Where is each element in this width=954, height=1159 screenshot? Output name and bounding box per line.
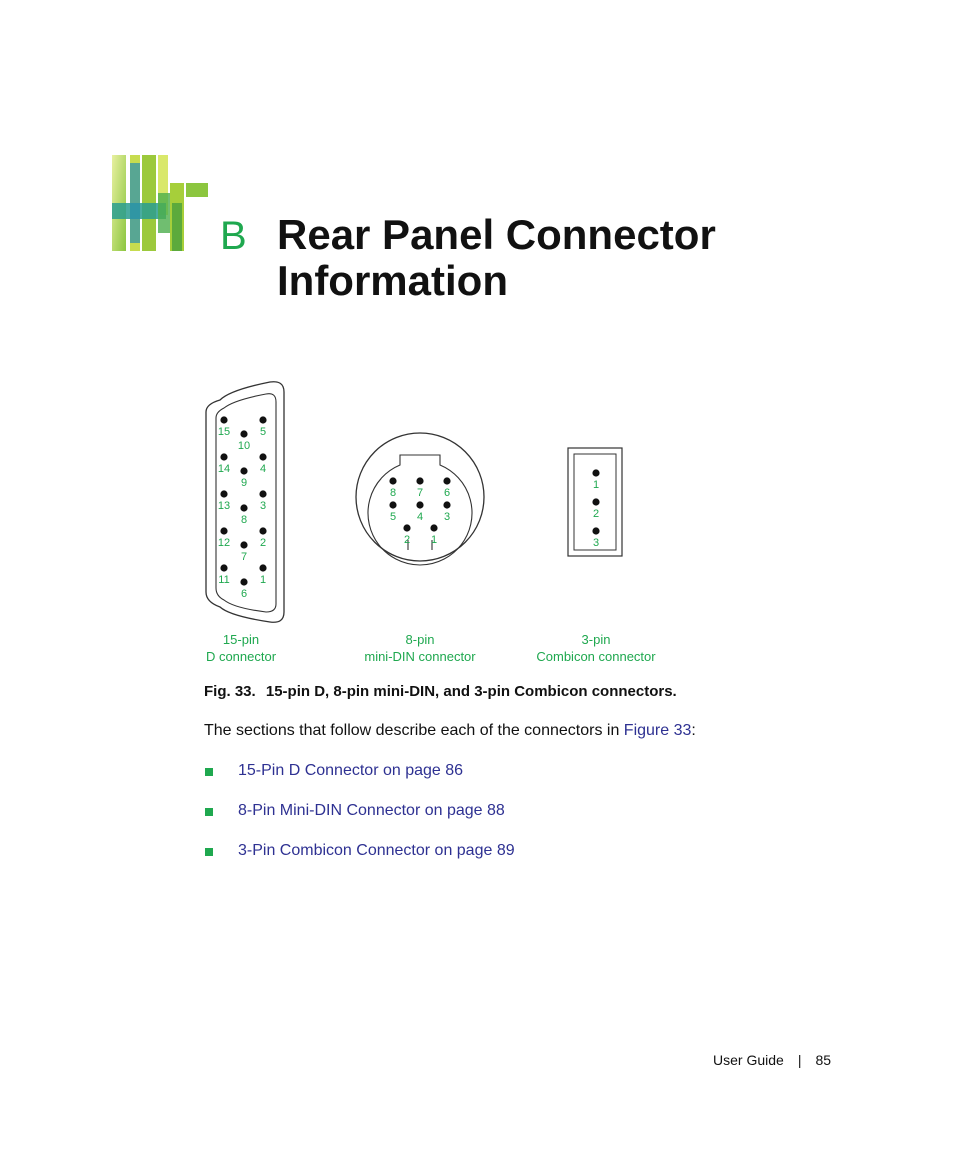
d-pin-12-label: 12	[217, 537, 231, 549]
din-pin-4-label: 4	[416, 511, 424, 523]
combicon-pin-3-dot	[592, 527, 599, 534]
mini-din-diagram	[356, 433, 484, 664]
d-connector-diagram	[206, 382, 284, 664]
combicon-pin-1-dot	[592, 469, 599, 476]
combicon-pin-3-label: 3	[592, 537, 600, 549]
section-link-list	[204, 762, 515, 882]
intro-colon: :	[691, 722, 696, 739]
chapter-title: Rear Panel Connector Information	[277, 211, 716, 304]
d-pin-14-label: 14	[217, 463, 231, 475]
d-pin-14-dot	[220, 453, 227, 460]
d-pin-3-dot	[259, 490, 266, 497]
d-pin-15-dot	[220, 416, 227, 423]
combicon-pin-2-dot	[592, 498, 599, 505]
din-pin-5-label: 5	[389, 511, 397, 523]
d-pin-5-label: 5	[259, 426, 267, 438]
d-pin-1-label: 1	[259, 574, 267, 586]
d-pin-9-dot	[240, 467, 247, 474]
square-bullet-icon	[205, 848, 213, 856]
din-pin-1-label: 1	[430, 534, 438, 546]
d-pin-13-dot	[220, 490, 227, 497]
din-pin-4-dot	[416, 501, 423, 508]
d-pin-7-dot	[240, 541, 247, 548]
d-pin-4-dot	[259, 453, 266, 460]
d-pin-6-label: 6	[240, 588, 248, 600]
d-pin-3-label: 3	[259, 500, 267, 512]
din-pin-8-dot	[389, 477, 396, 484]
din-pin-2-dot	[403, 524, 410, 531]
d-connector-label-line1: 15-pin	[222, 632, 260, 647]
intro-text: The sections that follow describe each of the connectors in	[204, 722, 624, 739]
intro-paragraph	[204, 722, 696, 740]
d-pin-7-label: 7	[240, 551, 248, 563]
link-15-pin-d-connector[interactable]: 15-Pin D Connector on page 86	[238, 762, 464, 779]
list-item	[204, 842, 515, 882]
din-pin-6-dot	[443, 477, 450, 484]
combicon-pin-2-label: 2	[592, 508, 600, 520]
din-pin-6-label: 6	[443, 487, 451, 499]
figure-caption-number: Fig. 33.	[204, 683, 256, 700]
din-pin-3-dot	[443, 501, 450, 508]
d-pin-5-dot	[259, 416, 266, 423]
din-pin-1-dot	[430, 524, 437, 531]
square-bullet-icon	[205, 768, 213, 776]
d-pin-2-dot	[259, 527, 266, 534]
d-pin-12-dot	[220, 527, 227, 534]
footer-separator: |	[797, 1052, 802, 1068]
din-pin-3-label: 3	[443, 511, 451, 523]
mini-din-label-line1: 8-pin	[405, 632, 435, 647]
combicon-diagram	[536, 448, 656, 664]
d-pin-15-label: 15	[217, 426, 231, 438]
figure-caption-text: 15-pin D, 8-pin mini-DIN, and 3-pin Combicon connectors.	[265, 683, 677, 700]
square-bullet-icon	[205, 808, 213, 816]
combicon-label-line1: 3-pin	[581, 632, 611, 647]
din-pin-7-dot	[416, 477, 423, 484]
d-pin-2-label: 2	[259, 537, 267, 549]
d-pin-4-label: 4	[259, 463, 267, 475]
d-pin-1-dot	[259, 564, 266, 571]
link-8-pin-mini-din-connector[interactable]: 8-Pin Mini-DIN Connector on page 88	[238, 802, 505, 819]
d-pin-10-label: 10	[237, 440, 251, 452]
footer-page-number: 85	[815, 1052, 832, 1068]
connector-figure	[190, 372, 690, 672]
combicon-label-line2: Combicon connector	[536, 649, 656, 664]
d-pin-11-label: 11	[218, 574, 230, 586]
din-pin-2-label: 2	[403, 534, 411, 546]
d-pin-10-dot	[240, 430, 247, 437]
page-footer	[713, 1052, 831, 1068]
link-3-pin-combicon-connector[interactable]: 3-Pin Combicon Connector on page 89	[238, 842, 515, 859]
din-pin-8-label: 8	[389, 487, 397, 499]
figure-caption	[204, 683, 683, 700]
chapter-letter: B	[220, 214, 247, 258]
d-pin-6-dot	[240, 578, 247, 585]
d-pin-9-label: 9	[240, 477, 248, 489]
din-pin-5-dot	[389, 501, 396, 508]
list-item	[204, 762, 515, 802]
d-pin-8-dot	[240, 504, 247, 511]
d-pin-11-dot	[220, 564, 227, 571]
chapter-logo-icon	[110, 153, 210, 253]
list-item	[204, 802, 515, 842]
figure-33-link[interactable]: Figure 33	[623, 722, 692, 739]
d-pin-8-label: 8	[240, 514, 248, 526]
combicon-pin-1-label: 1	[592, 479, 600, 491]
d-pin-13-label: 13	[217, 500, 231, 512]
din-pin-7-label: 7	[416, 487, 424, 499]
footer-doc-name: User Guide	[713, 1052, 784, 1068]
mini-din-label-line2: mini-DIN connector	[364, 649, 476, 664]
d-connector-label-line2: D connector	[205, 649, 277, 664]
